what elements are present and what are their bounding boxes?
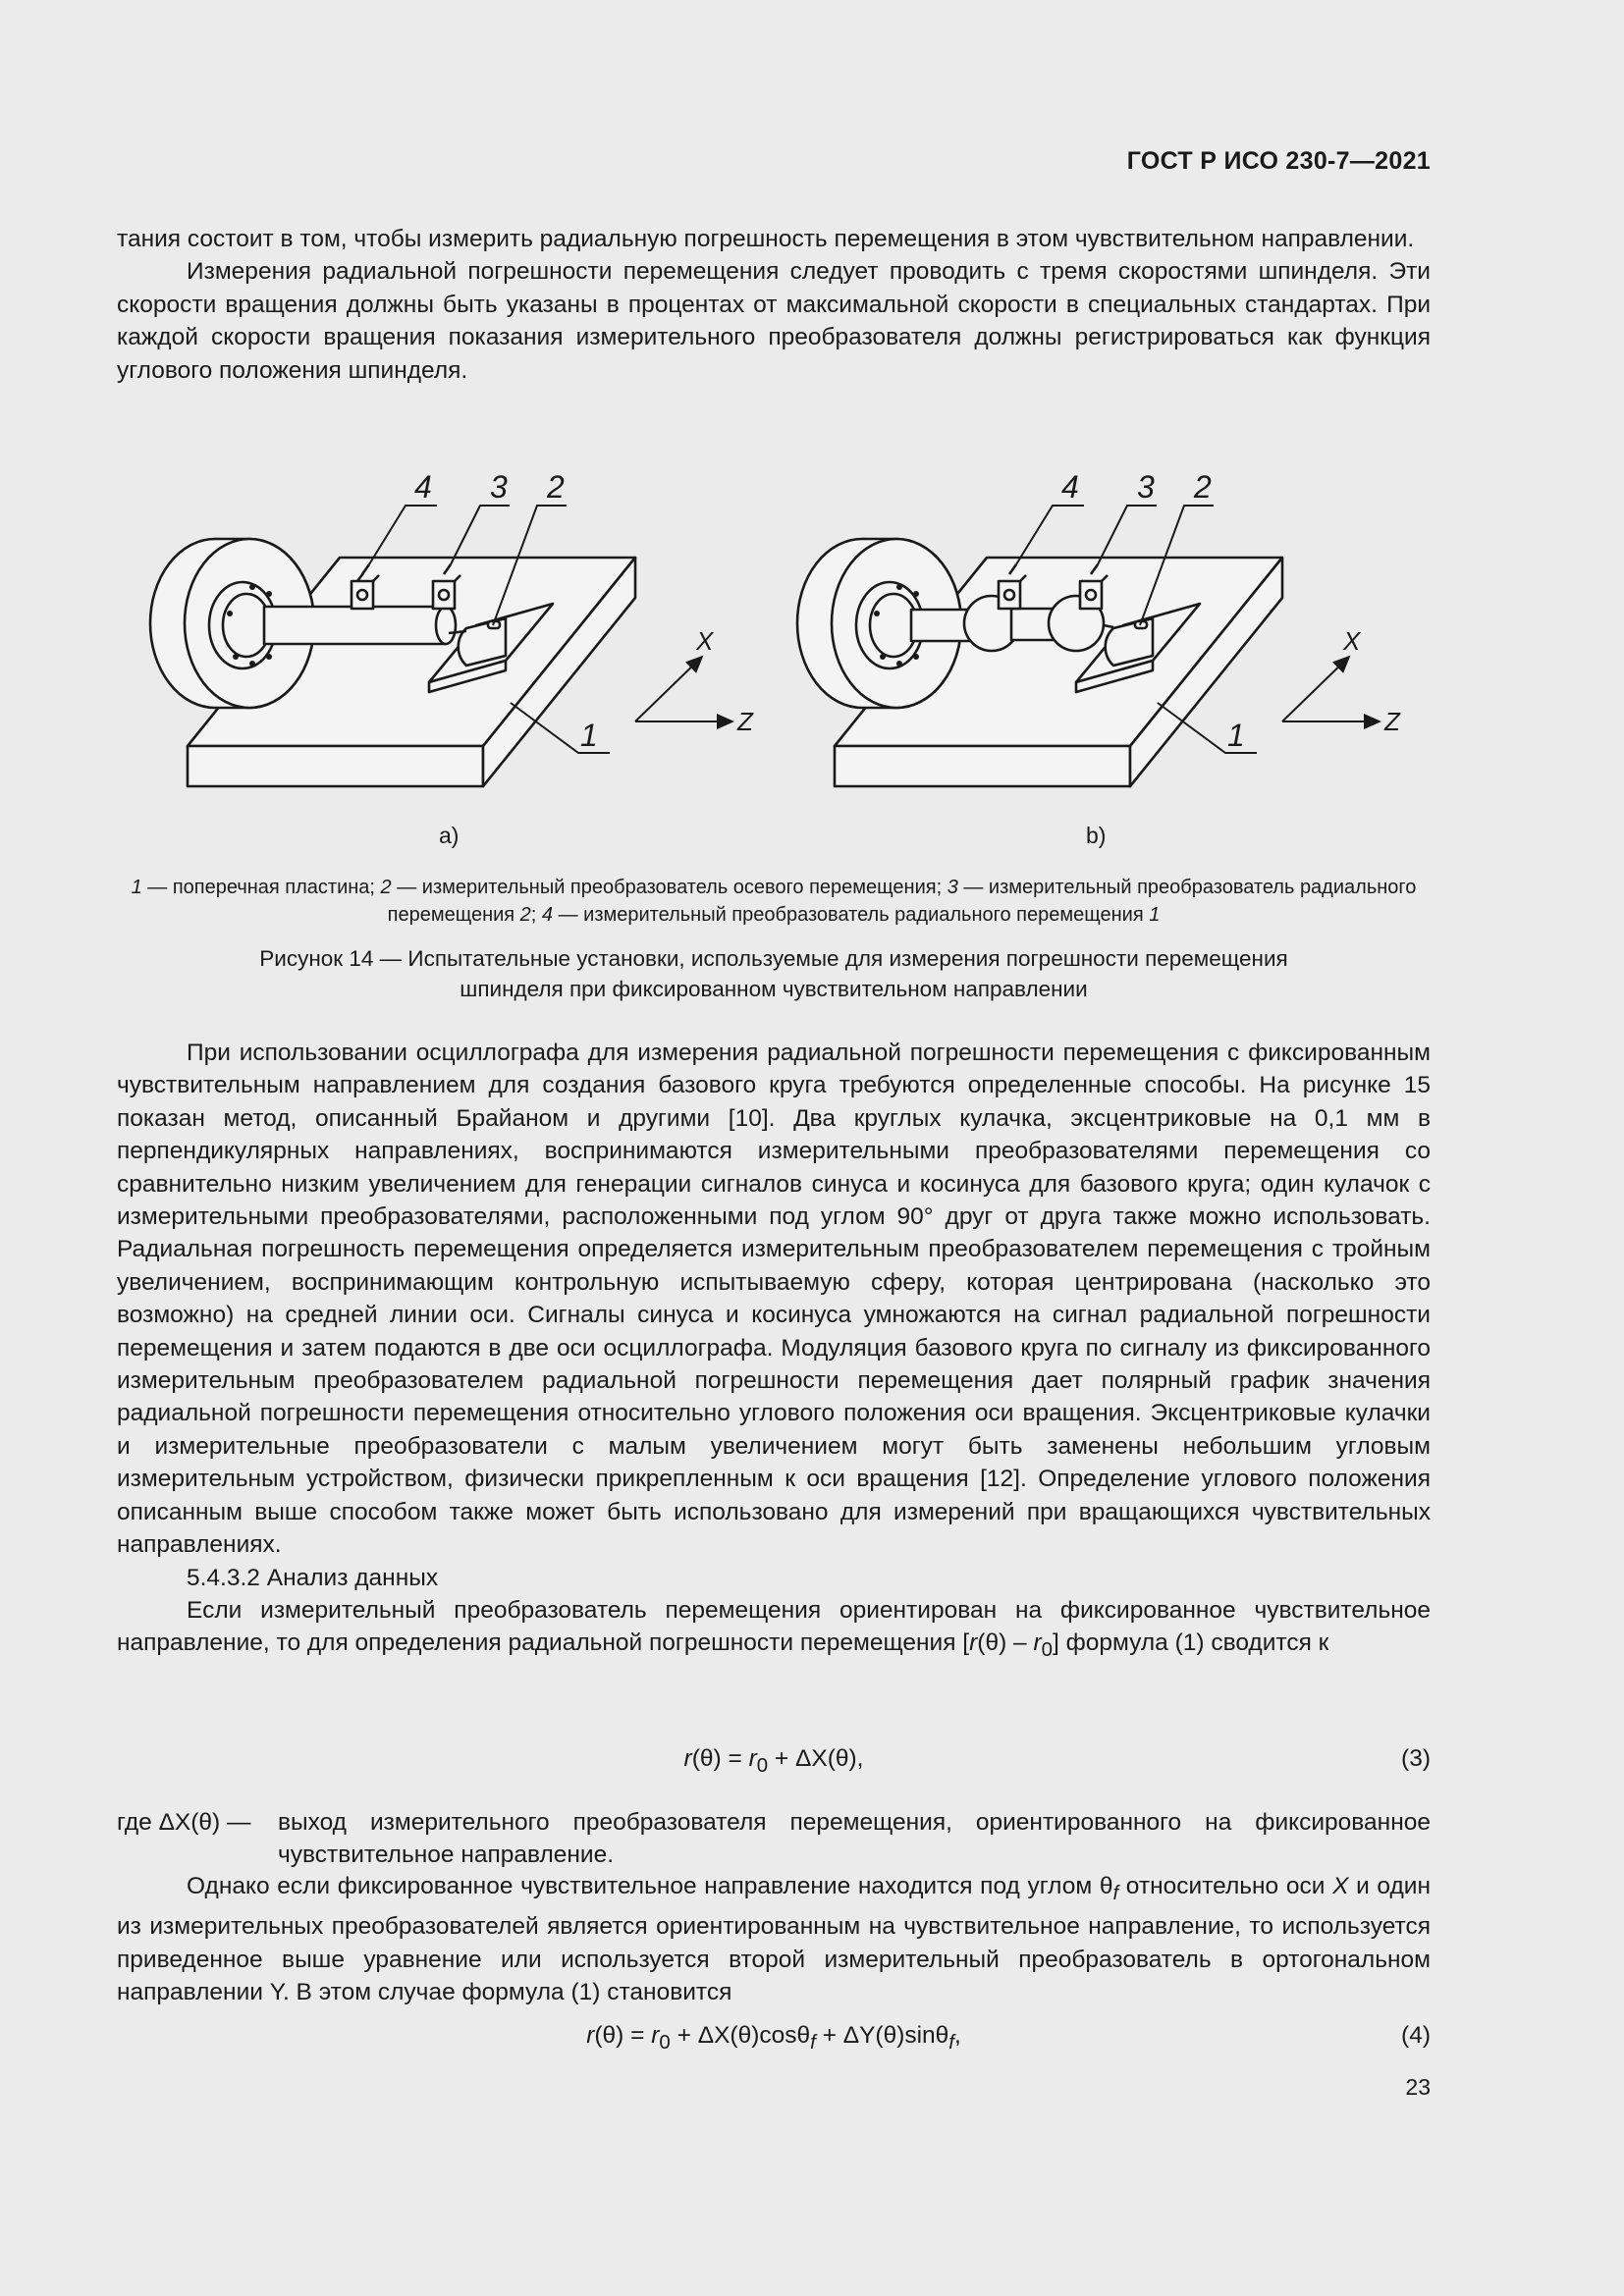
where-definition: выход измерительного преобразователя перемещения, ориентированного на фиксированное чувствительное направление.	[278, 1809, 1431, 1869]
paragraph-data-analysis: Если измерительный преобразователь перемещения ориентирован на фиксированное чувствительное направление, то для определения радиальной погрешности перемещения $[r(\theta) - r_0]$ формула (1) сводится к	[117, 1596, 1431, 1662]
callout-1-a: 1	[580, 718, 598, 753]
caption-line-2: шпинделя при фиксированном чувствительном направлении	[460, 977, 1088, 1001]
section-heading: 5.4.3.2 Анализ данных	[187, 1564, 439, 1591]
figure-14	[117, 456, 1431, 869]
formula-3-expression: $r(\theta) = r_0 + \Delta X(\theta)$,	[683, 1745, 864, 1777]
paragraph-oscilloscope: При использовании осциллографа для измерения радиальной погрешности перемещения с фиксированным чувствительным направлением для создания базового круга требуются определенные способы. На рисунке 15 показан метод, описанный Брайаном и другими [10]. Два круглых кулачка, эксцентриковые на 0,1 мм в перпендикулярных направлениях, воспринимаются измерительными преобразователями перемещения со сравнительно низким увеличением для генерации сигналов синуса и косинуса для базового круга; один кулачок с измерительными преобразователями, расположенными под углом 90° друг от друга также можно использовать. Радиальная погрешность перемещения определяется измерительным преобразователем перемещения с тройным увеличением, воспринимающим контрольную испытываемую сферу, которая центрирована (насколько это возможно) на средней линии оси. Сигналы синуса и косинуса умножаются на сигнал радиальной погрешности перемещения и затем подаются в две оси осциллографа. Модуляция базового круга по сигналу из фиксированного измерительным преобразователем радиальной погрешности перемещения дает полярный график значения радиальной погрешности перемещения относительно углового положения оси вращения. Эксцентриковые кулачки и измерительные преобразователи с малым увеличением могут быть заменены небольшим угловым измерительным устройством, физически прикрепленным к оси вращения [12]. Определение углового положения описанным выше способом также может быть использовано для измерений при вращающихся чувствительных направлениях.	[117, 1040, 1431, 1559]
spindle-a	[264, 607, 446, 644]
formula-3-number: (3)	[1401, 1745, 1431, 1772]
figure-sublabel-b: b)	[1086, 823, 1107, 848]
paragraph-continuation: тания состоит в том, чтобы измерить радиальную погрешность перемещения в этом чувствительном направлении.	[117, 226, 1415, 252]
main-text	[117, 1037, 1431, 1668]
paragraph-orthogonal: Однако если фиксированное чувствительное направление находится под углом $\theta_f$ относительно оси X и один из измерительных преобразователей является ориентированным на чувствительное направление, то используется приведенное выше уравнение или используется второй измерительный преобразователь в ортогональном направлении Y. В этом случае формула (1) становится	[117, 1873, 1432, 2006]
formula-4-number: (4)	[1401, 2022, 1431, 2049]
paragraph-speeds: Измерения радиальной погрешности перемещения следует проводить с тремя скоростями шпинделя. Эти скорости вращения должны быть указаны в процентах от максимальной скорости в специальных стандартах. При каждой скорости вращения показания измерительного преобразователя должны регистрироваться как функция углового положения шпинделя.	[117, 258, 1431, 384]
axis-x-a: X	[696, 626, 714, 656]
document-header: ГОСТ Р ИСО 230-7—2021	[1126, 147, 1431, 175]
figure-legend: 1 — поперечная пластина; 2 — измерительный преобразователь осевого перемещения; 3 — измерительный преобразователь радиального перемещения 2; 4 — измерительный преобразователь радиального перемещения 1	[131, 877, 1417, 926]
figure-drawing	[117, 456, 1431, 869]
callout-3-b: 3	[1137, 469, 1155, 505]
page-number: 23	[1405, 2074, 1431, 2100]
figure-caption	[117, 943, 1431, 1004]
setup-a-drawing	[150, 506, 732, 786]
caption-line-1: Рисунок 14 — Испытательные установки, используемые для измерения погрешности перемещения	[259, 946, 1288, 971]
callout-1-b: 1	[1227, 718, 1245, 753]
callout-2-b: 2	[1194, 469, 1212, 505]
callout-2-a: 2	[547, 469, 565, 505]
axis-z-a: Z	[737, 707, 753, 736]
formula-4-expression: $r(\theta) = r_0 + \Delta X(\theta)\cos\theta_f + \Delta Y(\theta)\sin\theta_f$,	[586, 2022, 961, 2054]
closing-text	[117, 1870, 1431, 2009]
axis-z-b: Z	[1384, 707, 1400, 736]
callout-4-a: 4	[414, 469, 432, 505]
callout-4-b: 4	[1061, 469, 1079, 505]
setup-b-drawing	[797, 506, 1380, 786]
where-clause	[117, 1806, 1431, 1872]
spindle-b	[911, 610, 970, 641]
axis-x-b: X	[1343, 626, 1361, 656]
intro-text	[117, 223, 1431, 387]
where-term: где ΔX(θ) —	[117, 1809, 251, 1836]
callout-3-a: 3	[490, 469, 508, 505]
figure-sublabel-a: a)	[439, 823, 460, 848]
